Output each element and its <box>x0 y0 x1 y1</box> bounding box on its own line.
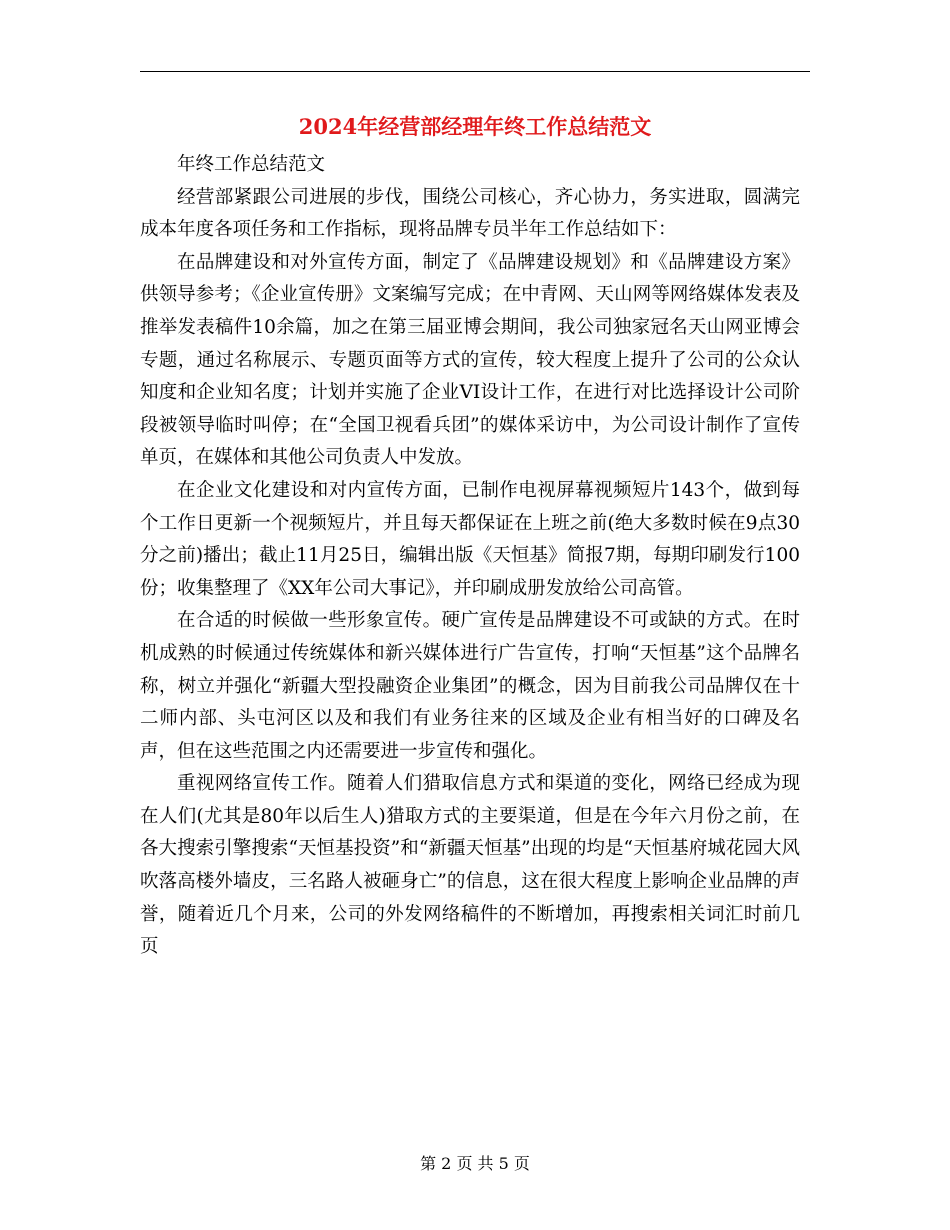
paragraph-corporate-culture: 在企业文化建设和对内宣传方面，已制作电视屏幕视频短片143个，做到每个工作日更新一个视频短片，并且每天都保证在上班之前(绝大多数时候在9点30分之前)播出；截止11月25日，编辑出版《天恒基》简报7期，每期印刷发行100份；收集整理了《XX年公司大事记》，并印刷成册发放给公司高管。 <box>140 479 800 599</box>
paragraph-online-promotion: 重视网络宣传工作。随着人们猎取信息方式和渠道的变化，网络已经成为现在人们(尤其是80年以后生人)猎取方式的主要渠道，但是在今年六月份之前，在各大搜索引擎搜索“天恒基投资”和“新疆天恒基”出现的均是“天恒基府城花园大风吹落高楼外墙皮，三名路人被砸身亡”的信息，这在很大程度上影响企业品牌的声誉，随着近几个月来，公司的外发网络稿件的不断增加，再搜索相关词汇时前几页 <box>140 773 800 958</box>
document-body <box>140 149 800 964</box>
paragraph-brand-building: 在品牌建设和对外宣传方面，制定了《品牌建设规划》和《品牌建设方案》供领导参考；《企业宣传册》文案编写完成；在中青网、天山网等网络媒体发表及推举发表稿件10余篇，加之在第三届亚博会期间，我公司独家冠名天山网亚博会专题，通过名称展示、专题页面等方式的宣传，较大程度上提升了公司的公众认知度和企业知名度；计划并实施了企业VI设计工作，在进行对比选择设计公司阶段被领导临时叫停；在“全国卫视看兵团”的媒体采访中，为公司设计制作了宣传单页，在媒体和其他公司负责人中发放。 <box>140 251 800 469</box>
document-title: 2024年经营部经理年终工作总结范文 <box>298 114 652 139</box>
paragraph-intro: 经营部紧跟公司进展的步伐，围绕公司核心，齐心协力，务实进取，圆满完成本年度各项任务和工作指标，现将品牌专员半年工作总结如下： <box>140 186 800 241</box>
paragraph-subtitle: 年终工作总结范文 <box>177 154 326 175</box>
header-rule <box>140 71 810 72</box>
page-footer: 第 2 页 共 5 页 <box>420 1154 530 1173</box>
paragraph-image-promotion: 在合适的时候做一些形象宣传。硬广宣传是品牌建设不可或缺的方式。在时机成熟的时候通过传统媒体和新兴媒体进行广告宣传，打响“天恒基”这个品牌名称，树立并强化“新疆大型投融资企业集团”的概念，因为目前我公司品牌仅在十二师内部、头屯河区以及和我们有业务往来的区域及企业有相当好的口碑及名声，但在这些范围之内还需要进一步宣传和强化。 <box>140 610 800 762</box>
